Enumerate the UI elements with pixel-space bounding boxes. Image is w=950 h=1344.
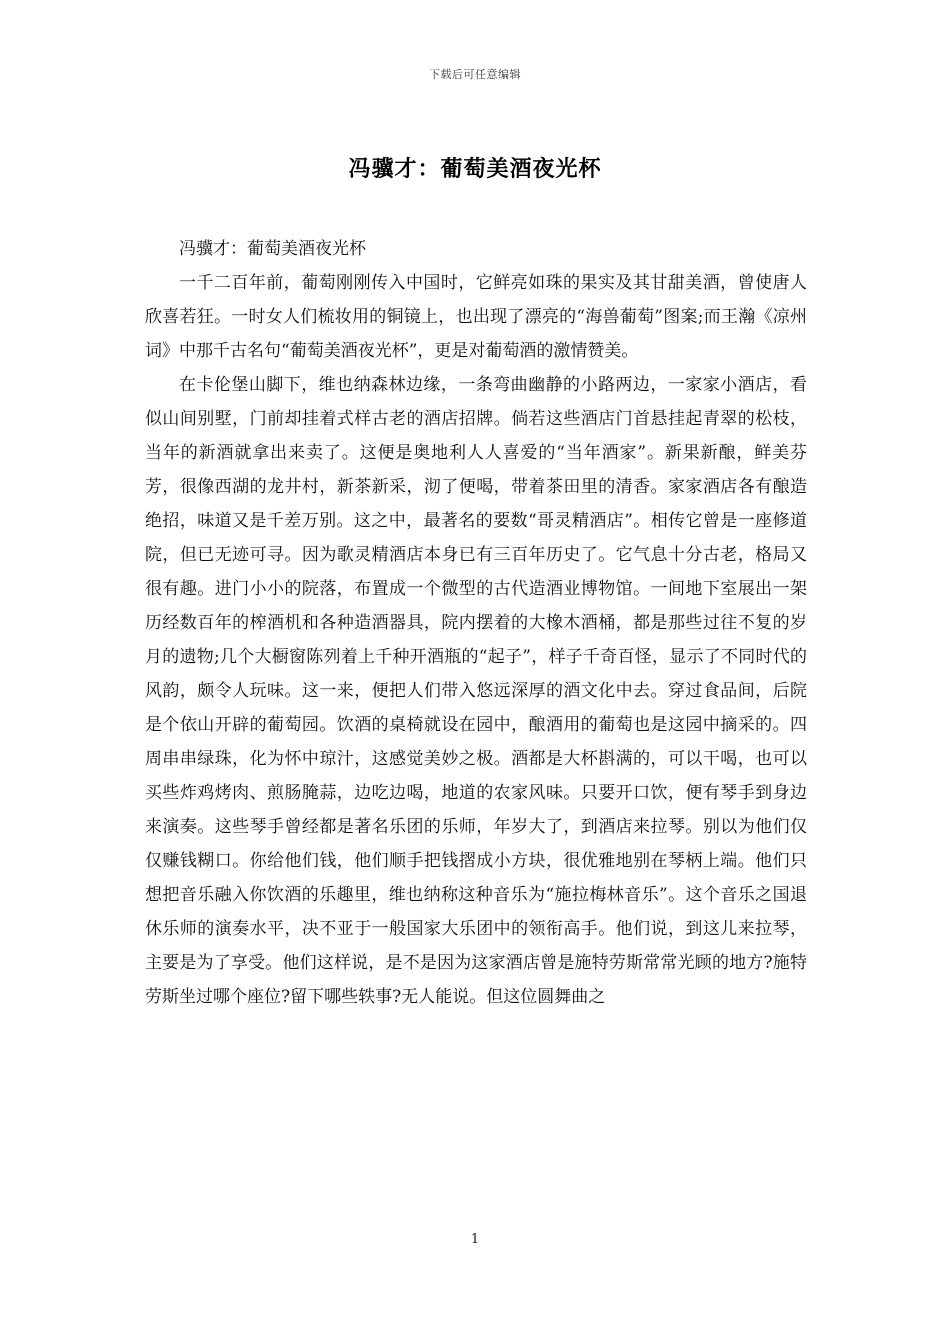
document-title: 冯骥才：葡萄美酒夜光杯 xyxy=(348,156,602,182)
page-header: 下载后可任意编辑 xyxy=(429,68,521,81)
document-body xyxy=(145,232,807,1014)
page-number: 1 xyxy=(470,1232,480,1247)
paragraph-subtitle: 冯骥才：葡萄美酒夜光杯 xyxy=(179,239,366,259)
paragraph: 在卡伦堡山脚下，维也纳森林边缘，一条弯曲幽静的小路两边，一家家小酒店，看似山间别墅，门前却挂着式样古老的酒店招牌。倘若这些酒店门首悬挂起青翠的松枝，当年的新酒就拿出来卖了。这便是奥地利人人喜爱的“当年酒家”。新果新酿，鲜美芬芳，很像西湖的龙井村，新茶新采，沏了便喝，带着茶田里的清香。家家酒店各有酿造绝招，味道又是千差万别。这之中，最著名的要数“哥灵精酒店”。相传它曾是一座修道院，但已无迹可寻。因为歌灵精酒店本身已有三百年历史了。它气息十分古老，格局又很有趣。进门小小的院落，布置成一个微型的古代造酒业博物馆。一间地下室展出一架历经数百年的榨酒机和各种造酒器具，院内摆着的大橡木酒桶，都是那些过往不复的岁月的遗物;几个大橱窗陈列着上千种开酒瓶的“起子”，样子千奇百怪，显示了不同时代的风韵，颇令人玩味。这一来，便把人们带入悠远深厚的酒文化中去。穿过食品间，后院是个依山开辟的葡萄园。饮酒的桌椅就设在园中，酿酒用的葡萄也是这园中摘采的。四周串串绿珠，化为怀中琼汁，这感觉美妙之极。酒都是大杯斟满的，可以干喝，也可以买些炸鸡烤肉、煎肠腌蒜，边吃边喝，地道的农家风味。只要开口饮，便有琴手到身边来演奏。这些琴手曾经都是著名乐团的乐师，年岁大了，到酒店来拉琴。别以为他们仅仅赚钱糊口。你给他们钱，他们顺手把钱摺成小方块，很优雅地别在琴柄上端。他们只想把音乐融入你饮酒的乐趣里，维也纳称这种音乐为“施拉梅林音乐”。这个音乐之国退休乐师的演奏水平，决不亚于一般国家大乐团中的领衔高手。他们说，到这儿来拉琴，主要是为了享受。他们这样说，是不是因为这家酒店曾是施特劳斯常常光顾的地方?施特劳斯坐过哪个座位?留下哪些轶事?无人能说。但这位圆舞曲之 xyxy=(145,375,807,1007)
paragraph: 一千二百年前，葡萄刚刚传入中国时，它鲜亮如珠的果实及其甘甜美酒，曾使唐人欣喜若狂。一时女人们梳妆用的铜镜上，也出现了漂亮的“海兽葡萄”图案;而王瀚《凉州词》中那千古名句“葡萄美酒夜光杯”，更是对葡萄酒的激情赞美。 xyxy=(145,273,807,361)
